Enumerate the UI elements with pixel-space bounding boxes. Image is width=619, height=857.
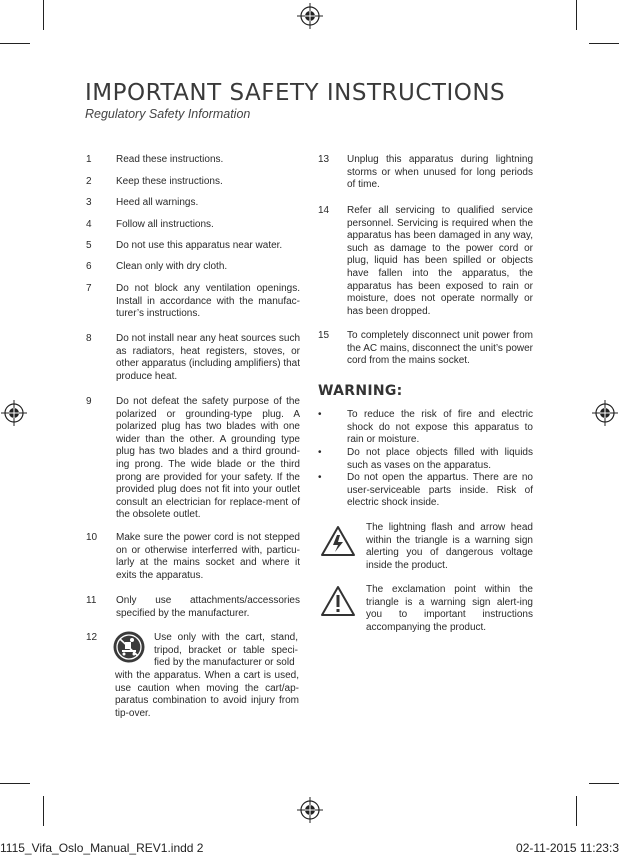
item-number: 9 bbox=[86, 396, 92, 407]
item-number: 8 bbox=[86, 333, 92, 344]
cart-warning-icon bbox=[112, 630, 146, 664]
item-text: Unplug this apparatus during lightning storms or when unused for long periods of time. bbox=[347, 154, 533, 191]
crop-mark bbox=[589, 43, 619, 44]
symbol-text: The exclamation point within the triangle is a warning sign alert-ing you to important instructions accompanying the product. bbox=[366, 584, 533, 633]
crop-mark bbox=[43, 796, 44, 826]
exclamation-triangle-icon bbox=[320, 585, 356, 617]
item-text: Do not block any ventilation openings. Install in accordance with the manufac-turer’s instructions. bbox=[116, 283, 300, 320]
page-title: IMPORTANT SAFETY INSTRUCTIONS bbox=[85, 80, 506, 106]
item-text: Only use attachments/accessories specified by the manufacturer. bbox=[116, 595, 300, 619]
item-number: 6 bbox=[86, 261, 92, 272]
item-number: 1 bbox=[86, 154, 92, 165]
crop-mark bbox=[0, 783, 30, 784]
item-text: Make sure the power cord is not stepped on or otherwise interferred with, particu-larly at the mains socket and where it exits the apparatus. bbox=[116, 532, 300, 581]
registration-mark-icon bbox=[1, 400, 27, 426]
bullet-icon: • bbox=[318, 447, 322, 458]
item-number: 2 bbox=[86, 176, 92, 187]
item-number: 4 bbox=[86, 219, 92, 230]
item-text: Refer all servicing to qualified service personnel. Servicing is required when the apparatus has been damaged in any way, such as damage to the power cord or plug, liquid has been spilled or objects have fallen into the apparatus, the apparatus has been exposed to rain or moisture, does not operate normally or has been dropped. bbox=[347, 205, 533, 317]
bullet-text: Do not open the appartus. There are no user-serviceable parts inside. Risk of electric shock inside. bbox=[347, 472, 533, 509]
bullet-text: To reduce the risk of fire and electric shock do not expose this apparatus to rain or moisture. bbox=[347, 409, 533, 446]
crop-mark bbox=[0, 43, 30, 44]
warning-heading: WARNING: bbox=[318, 383, 403, 399]
item-text: Keep these instructions. bbox=[116, 176, 223, 187]
bullet-icon: • bbox=[318, 409, 322, 420]
item-text: Heed all warnings. bbox=[116, 197, 199, 208]
lightning-triangle-icon bbox=[320, 525, 356, 557]
crop-mark bbox=[589, 783, 619, 784]
item-text: Read these instructions. bbox=[116, 154, 224, 165]
item-text: Follow all instructions. bbox=[116, 219, 214, 230]
item-text: Do not install near any heat sources such as radiators, heat registers, stoves, or other apparatus (including amplifiers) that produce heat. bbox=[116, 333, 300, 382]
crop-mark bbox=[43, 0, 44, 30]
bullet-text: Do not place objects filled with liquids such as vases on the apparatus. bbox=[347, 447, 533, 471]
item-number: 5 bbox=[86, 240, 92, 251]
registration-mark-icon bbox=[297, 797, 323, 823]
crop-mark bbox=[576, 0, 577, 30]
item-number: 7 bbox=[86, 283, 92, 294]
footer-timestamp: 02-11-2015 11:23:3 bbox=[516, 841, 619, 855]
symbol-text: The lightning flash and arrow head within the triangle is a warning sign alerting you of dangerous voltage inside the product. bbox=[366, 522, 533, 571]
item-text: Do not use this apparatus near water. bbox=[116, 240, 283, 251]
item-text: Do not defeat the safety purpose of the polarized or grounding-type plug. A polarized plug has two blades with one wider than the other. A grounding type plug has two blades and a third ground-ing prong. The wide blade or the third prong are provided for your safety. If the provided plug does not fit into your outlet consult an electrician for replace-ment of the obsolete outlet. bbox=[116, 396, 300, 521]
registration-mark-icon bbox=[592, 400, 618, 426]
crop-mark bbox=[576, 796, 577, 826]
item-text: To completely disconnect unit power from the AC mains, disconnect the unit’s power cord from the mains socket. bbox=[347, 330, 533, 367]
item-text: with the apparatus. When a cart is used, use caution when moving the cart/ap-paratus combination to avoid injury from tip-over. bbox=[115, 670, 299, 719]
item-number: 15 bbox=[318, 330, 330, 341]
bullet-icon: • bbox=[318, 472, 322, 483]
item-number: 14 bbox=[318, 205, 330, 216]
item-text: Use only with the cart, stand, tripod, bracket or table speci-fied by the manufacturer or sold bbox=[154, 632, 298, 669]
registration-mark-icon bbox=[297, 3, 323, 29]
page-subtitle: Regulatory Safety Information bbox=[85, 107, 251, 121]
item-number: 13 bbox=[318, 154, 330, 165]
item-text: Clean only with dry cloth. bbox=[116, 261, 228, 272]
footer-file-name: 1115_Vifa_Oslo_Manual_REV1.indd 2 bbox=[0, 841, 204, 855]
item-number: 12 bbox=[86, 632, 98, 643]
item-number: 10 bbox=[86, 532, 98, 543]
item-number: 3 bbox=[86, 197, 92, 208]
item-number: 11 bbox=[86, 595, 97, 606]
